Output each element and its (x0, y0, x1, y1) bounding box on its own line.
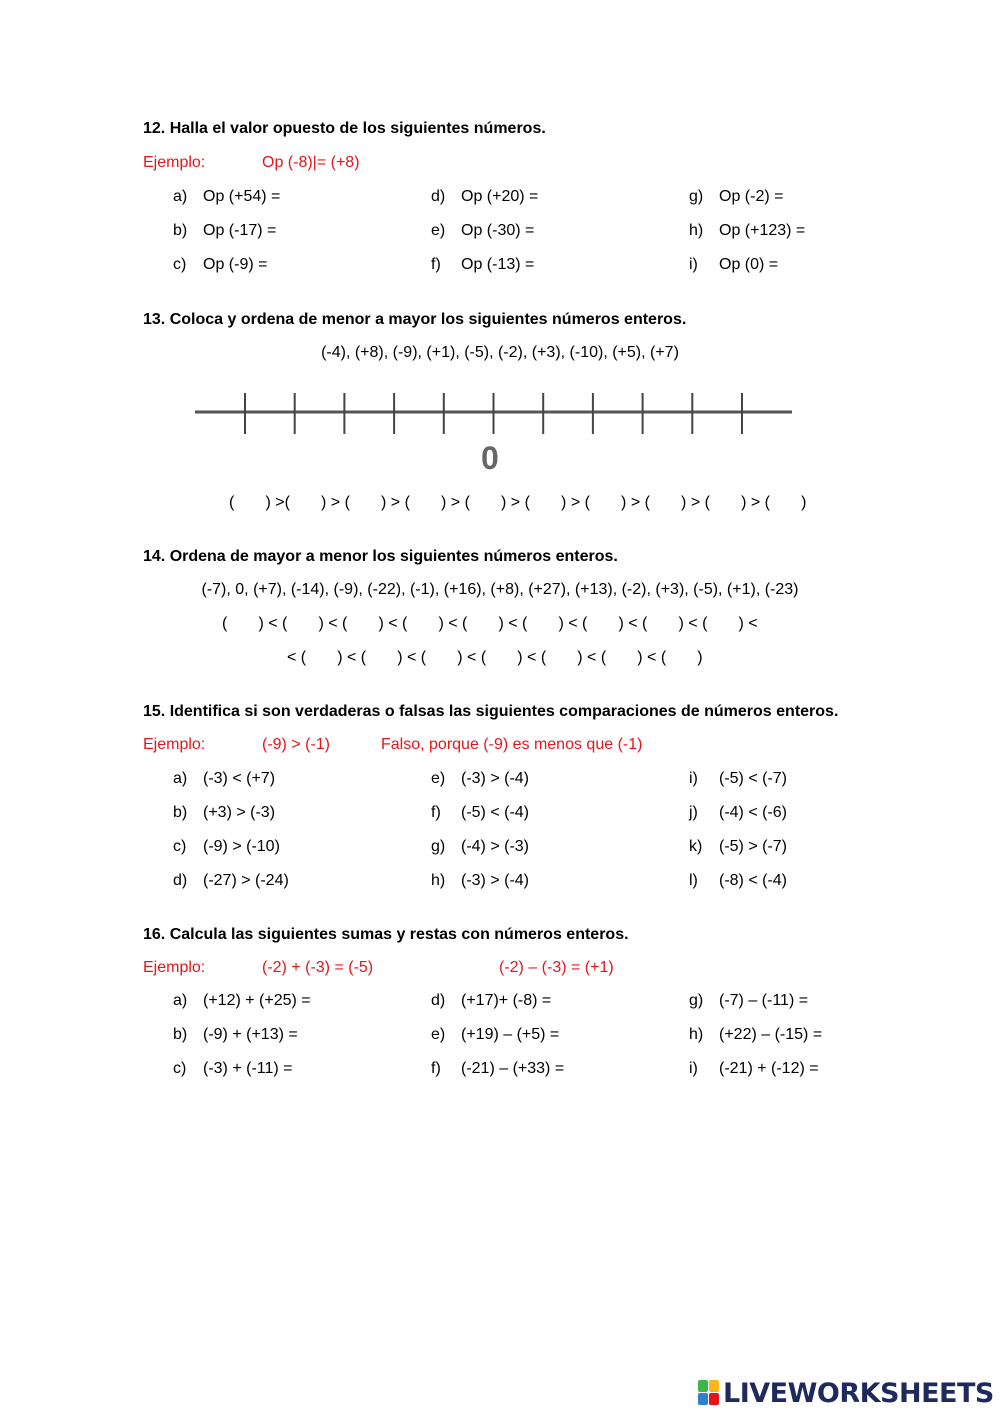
s15-item-label: i) (689, 770, 698, 787)
s12-item[interactable] (689, 222, 805, 240)
s12-item-label: b) (173, 222, 188, 239)
s12-item-text: Op (0) = (719, 256, 779, 273)
s15-item[interactable] (689, 838, 787, 856)
s16-example-2: (-2) – (-3) = (+1) (499, 959, 614, 976)
s15-item-text: (-5) > (-7) (719, 838, 787, 855)
s14-title: 14. Ordena de mayor a menor los siguientes números enteros. (143, 548, 618, 565)
liveworksheets-logo-text: LIVEWORKSHEETS (723, 1377, 994, 1409)
s13-answer-blanks[interactable]: ( ) >( ) > ( ) > ( ) > ( ) > ( ) > ( ) > ( ) > ( ) > ( ) (229, 494, 807, 511)
s16-item-label: e) (431, 1026, 446, 1043)
s16-item-text: (-21) + (-12) = (719, 1060, 819, 1077)
s15-item-text: (-4) > (-3) (461, 838, 529, 855)
s16-item[interactable] (173, 1026, 298, 1044)
s15-example: (-9) > (-1) (262, 736, 330, 753)
s15-item-label: d) (173, 872, 188, 889)
s16-item[interactable] (173, 1060, 293, 1078)
s16-item-text: (+19) – (+5) = (461, 1026, 560, 1043)
s16-item-text: (+17)+ (-8) = (461, 992, 552, 1009)
s15-item-text: (-3) > (-4) (461, 872, 529, 889)
s15-item[interactable] (173, 872, 289, 890)
s15-item-label: f) (431, 804, 441, 821)
s12-item-label: g) (689, 188, 704, 205)
s15-item-label: e) (431, 770, 446, 787)
s12-title: 12. Halla el valor opuesto de los siguientes números. (143, 120, 546, 137)
s15-item-label: l) (689, 872, 698, 889)
s12-item-text: Op (+54) = (203, 188, 281, 205)
zero-label: 0 (481, 440, 499, 476)
s16-item-label: g) (689, 992, 704, 1009)
s15-item-label: h) (431, 872, 446, 889)
s15-item-label: j) (689, 804, 698, 821)
s15-item-text: (-3) < (+7) (203, 770, 276, 787)
s12-item[interactable] (689, 188, 783, 206)
s15-example-label: Ejemplo: (143, 736, 206, 753)
s16-item[interactable] (689, 1026, 822, 1044)
s16-item[interactable] (173, 992, 311, 1010)
s16-item-label: d) (431, 992, 446, 1009)
s16-item[interactable] (689, 1060, 819, 1078)
s15-item-text: (-5) < (-4) (461, 804, 529, 821)
s15-item-text: (-5) < (-7) (719, 770, 787, 787)
s12-item-text: Op (+20) = (461, 188, 539, 205)
s12-item[interactable] (173, 222, 276, 240)
s12-example: Op (-8)|= (+8) (262, 154, 360, 171)
s15-item[interactable] (689, 804, 787, 822)
s12-item-text: Op (-30) = (461, 222, 535, 239)
s15-item-text: (+3) > (-3) (203, 804, 276, 821)
s15-item[interactable] (431, 872, 529, 890)
s16-item-text: (+12) + (+25) = (203, 992, 311, 1009)
s15-item-label: a) (173, 770, 188, 787)
s16-item-text: (-7) – (-11) = (719, 992, 809, 1009)
s12-item-label: a) (173, 188, 188, 205)
s15-item-label: b) (173, 804, 188, 821)
s16-item[interactable] (689, 992, 808, 1010)
s13-title: 13. Coloca y ordena de menor a mayor los siguientes números enteros. (143, 311, 687, 328)
s16-example-1: (-2) + (-3) = (-5) (262, 959, 374, 976)
s15-item-label: c) (173, 838, 187, 855)
s15-example-answer: Falso, porque (-9) es menos que (-1) (381, 736, 643, 753)
s15-title: 15. Identifica si son verdaderas o falsas las siguientes comparaciones de números enteros. (143, 703, 839, 720)
s15-item[interactable] (431, 804, 529, 822)
s12-item-text: Op (+123) = (719, 222, 806, 239)
s12-item-label: f) (431, 256, 441, 273)
s15-item[interactable] (689, 770, 787, 788)
s12-example-label: Ejemplo: (143, 154, 206, 171)
liveworksheets-logo-icon (698, 1380, 720, 1406)
s14-answer-blanks-1[interactable]: ( ) < ( ) < ( ) < ( ) < ( ) < ( ) < ( ) < ( ) < ( ) < (222, 615, 758, 632)
s16-item[interactable] (431, 992, 551, 1010)
s12-item[interactable] (173, 188, 280, 206)
s15-item-label: g) (431, 838, 446, 855)
s15-item-text: (-9) > (-10) (203, 838, 280, 855)
s12-item[interactable] (431, 188, 538, 206)
s12-item[interactable] (431, 222, 534, 240)
s13-numbers: (-4), (+8), (-9), (+1), (-5), (-2), (+3), (-10), (+5), (+7) (321, 344, 679, 361)
s15-item-text: (-8) < (-4) (719, 872, 787, 889)
s16-item-label: b) (173, 1026, 188, 1043)
s15-item[interactable] (689, 872, 787, 890)
s15-item[interactable] (173, 804, 275, 822)
liveworksheets-logo[interactable] (698, 1378, 994, 1408)
s12-item-label: c) (173, 256, 187, 273)
s16-item-text: (-3) + (-11) = (203, 1060, 293, 1077)
s16-item-label: i) (689, 1060, 698, 1077)
s16-item[interactable] (431, 1026, 559, 1044)
s14-numbers: (-7), 0, (+7), (-14), (-9), (-22), (-1), (+16), (+8), (+27), (+13), (-2), (+3), (-5), (+1), (-23) (201, 581, 799, 598)
s12-item[interactable] (689, 256, 778, 274)
s12-item-text: Op (-2) = (719, 188, 784, 205)
s14-answer-blanks-2[interactable]: < ( ) < ( ) < ( ) < ( ) < ( ) < ( ) < ( ) (287, 649, 703, 666)
s15-item[interactable] (173, 770, 275, 788)
s12-item-label: h) (689, 222, 704, 239)
s12-item-label: i) (689, 256, 698, 273)
s12-item-text: Op (-9) = (203, 256, 268, 273)
s16-example-label: Ejemplo: (143, 959, 206, 976)
s16-item-text: (+22) – (-15) = (719, 1026, 823, 1043)
s12-item[interactable] (431, 256, 534, 274)
s16-item-label: c) (173, 1060, 187, 1077)
s12-item[interactable] (173, 256, 267, 274)
s15-item-label: k) (689, 838, 703, 855)
number-line (190, 390, 800, 440)
s12-item-label: e) (431, 222, 446, 239)
s15-item[interactable] (431, 770, 529, 788)
s16-item-text: (-21) – (+33) = (461, 1060, 565, 1077)
s15-item-text: (-3) > (-4) (461, 770, 529, 787)
s12-item-text: Op (-13) = (461, 256, 535, 273)
s12-item-text: Op (-17) = (203, 222, 277, 239)
s16-item[interactable] (431, 1060, 564, 1078)
s16-title: 16. Calcula las siguientes sumas y restas con números enteros. (143, 926, 629, 943)
s16-item-label: a) (173, 992, 188, 1009)
s16-item-text: (-9) + (+13) = (203, 1026, 298, 1043)
s16-item-label: f) (431, 1060, 441, 1077)
s16-item-label: h) (689, 1026, 704, 1043)
s12-item-label: d) (431, 188, 446, 205)
s15-item-text: (-4) < (-6) (719, 804, 787, 821)
s15-item[interactable] (173, 838, 280, 856)
s15-item[interactable] (431, 838, 529, 856)
s15-item-text: (-27) > (-24) (203, 872, 289, 889)
